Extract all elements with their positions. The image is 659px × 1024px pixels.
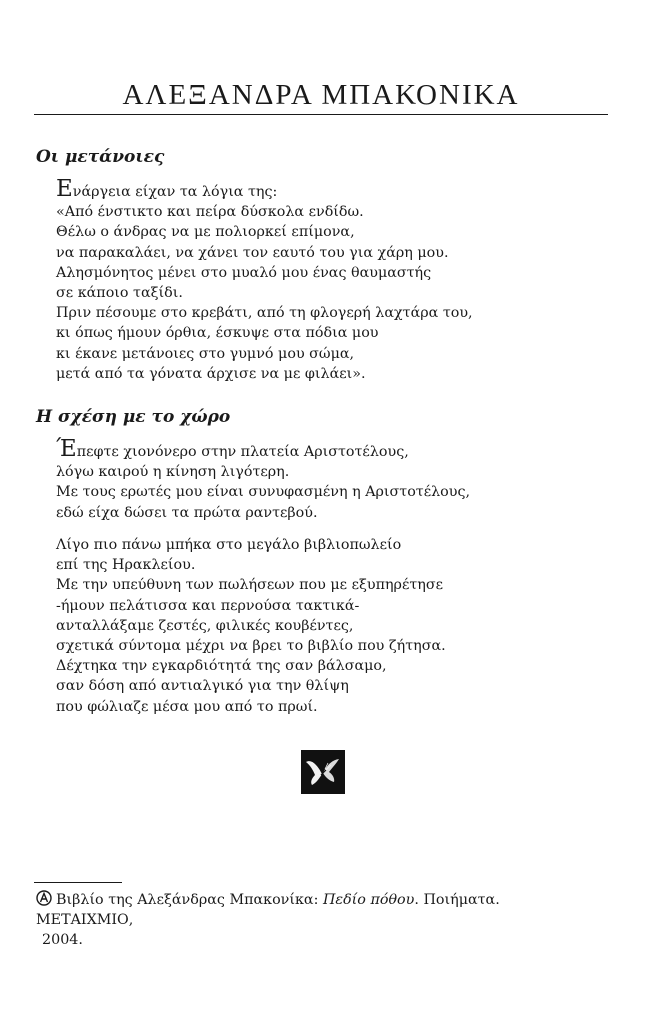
poem-line: Δέχτηκα την εγκαρδιότητά της σαν βάλσαμο,	[56, 658, 387, 675]
poem-line: επί της Ηρακλείου.	[56, 557, 196, 574]
poem-schesi-stanza-1	[56, 436, 616, 523]
drop-cap: Ε	[56, 176, 73, 202]
poem-line: που φώλιαζε μέσα μου από το πρωί.	[56, 698, 318, 715]
poem-line: «Από ένστικτο και πείρα δύσκολα ενδίδω.	[56, 204, 364, 221]
drop-cap: Έ	[56, 436, 77, 462]
poem-title-schesi: Η σχέση με το χώρο	[36, 407, 231, 427]
poem-line: Ενάργεια είχαν τα λόγια της:	[56, 176, 278, 202]
poem-line: σαν δόση από αντιαλγικό για την θλίψη	[56, 678, 349, 695]
poem-line: -ήμουν πελάτισσα και περνούσα τακτικά-	[56, 597, 360, 614]
poem-line: λόγω καιρού η κίνηση λιγότερη.	[56, 464, 290, 481]
footnote-book-title: Πεδίο πόθου	[322, 892, 415, 908]
poem-line: Με τους ερωτές μου είναι συνυφασμένη η Αριστοτέλους,	[56, 484, 471, 501]
footnote-suffix: . Ποιήματα. ΜΕΤΑΙΧΜΙΟ,	[36, 892, 500, 928]
poem-line: σχετικά σύντομα μέχρι να βρει το βιβλίο που ζήτησα.	[56, 638, 446, 655]
poem-line: σε κάποιο ταξίδι.	[56, 285, 183, 302]
poem-schesi-stanza-2	[56, 535, 616, 717]
poem-line: Με την υπεύθυνη των πωλήσεων που με εξυπηρέτησε	[56, 577, 444, 594]
poem-line: κι έκανε μετάνοιες στο γυμνό μου σώμα,	[56, 345, 355, 362]
poem-line: Πριν πέσουμε στο κρεβάτι, από τη φλογερή λαχτάρα του,	[56, 305, 473, 322]
poem-line: εδώ είχα δώσει τα πρώτα ραντεβού.	[56, 504, 318, 521]
book-mark-icon	[36, 890, 52, 906]
poem-line: μετά από τα γόνατα άρχισε να με φιλάει».	[56, 365, 366, 382]
poem-line: Έπεφτε χιονόνερο στην πλατεία Αριστοτέλους,	[56, 436, 409, 462]
poem-line: ανταλλάξαμε ζεστές, φιλικές κουβέντες,	[56, 617, 354, 634]
butterfly-ornament-icon	[301, 750, 345, 794]
poem-metanoies-stanza	[56, 176, 616, 384]
footnote-divider	[34, 882, 122, 883]
author-name: ΑΛΕΞΑΝΔΡΑ ΜΠΑΚΟΝΙΚΑ	[122, 79, 520, 111]
poem-line: Θέλω ο άνδρας να με πολιορκεί επίμονα,	[56, 224, 355, 241]
poem-line: να παρακαλάει, να χάνει τον εαυτό του για χάρη μου.	[56, 244, 449, 261]
poem-title-metanoies: Οι μετάνοιες	[36, 147, 165, 167]
footnote	[36, 890, 596, 950]
poem-line: Αλησμόνητος μένει στο μυαλό μου ένας θαυμαστής	[56, 264, 432, 281]
page-header	[34, 78, 608, 115]
poem-line: κι όπως ήμουν όρθια, έσκυψε στα πόδια μου	[56, 325, 379, 342]
footnote-prefix: Βιβλίο της Αλεξάνδρας Μπακονίκα:	[56, 892, 323, 908]
footnote-year: 2004.	[42, 932, 83, 948]
poem-line: Λίγο πιο πάνω μπήκα στο μεγάλο βιβλιοπωλείο	[56, 537, 402, 553]
